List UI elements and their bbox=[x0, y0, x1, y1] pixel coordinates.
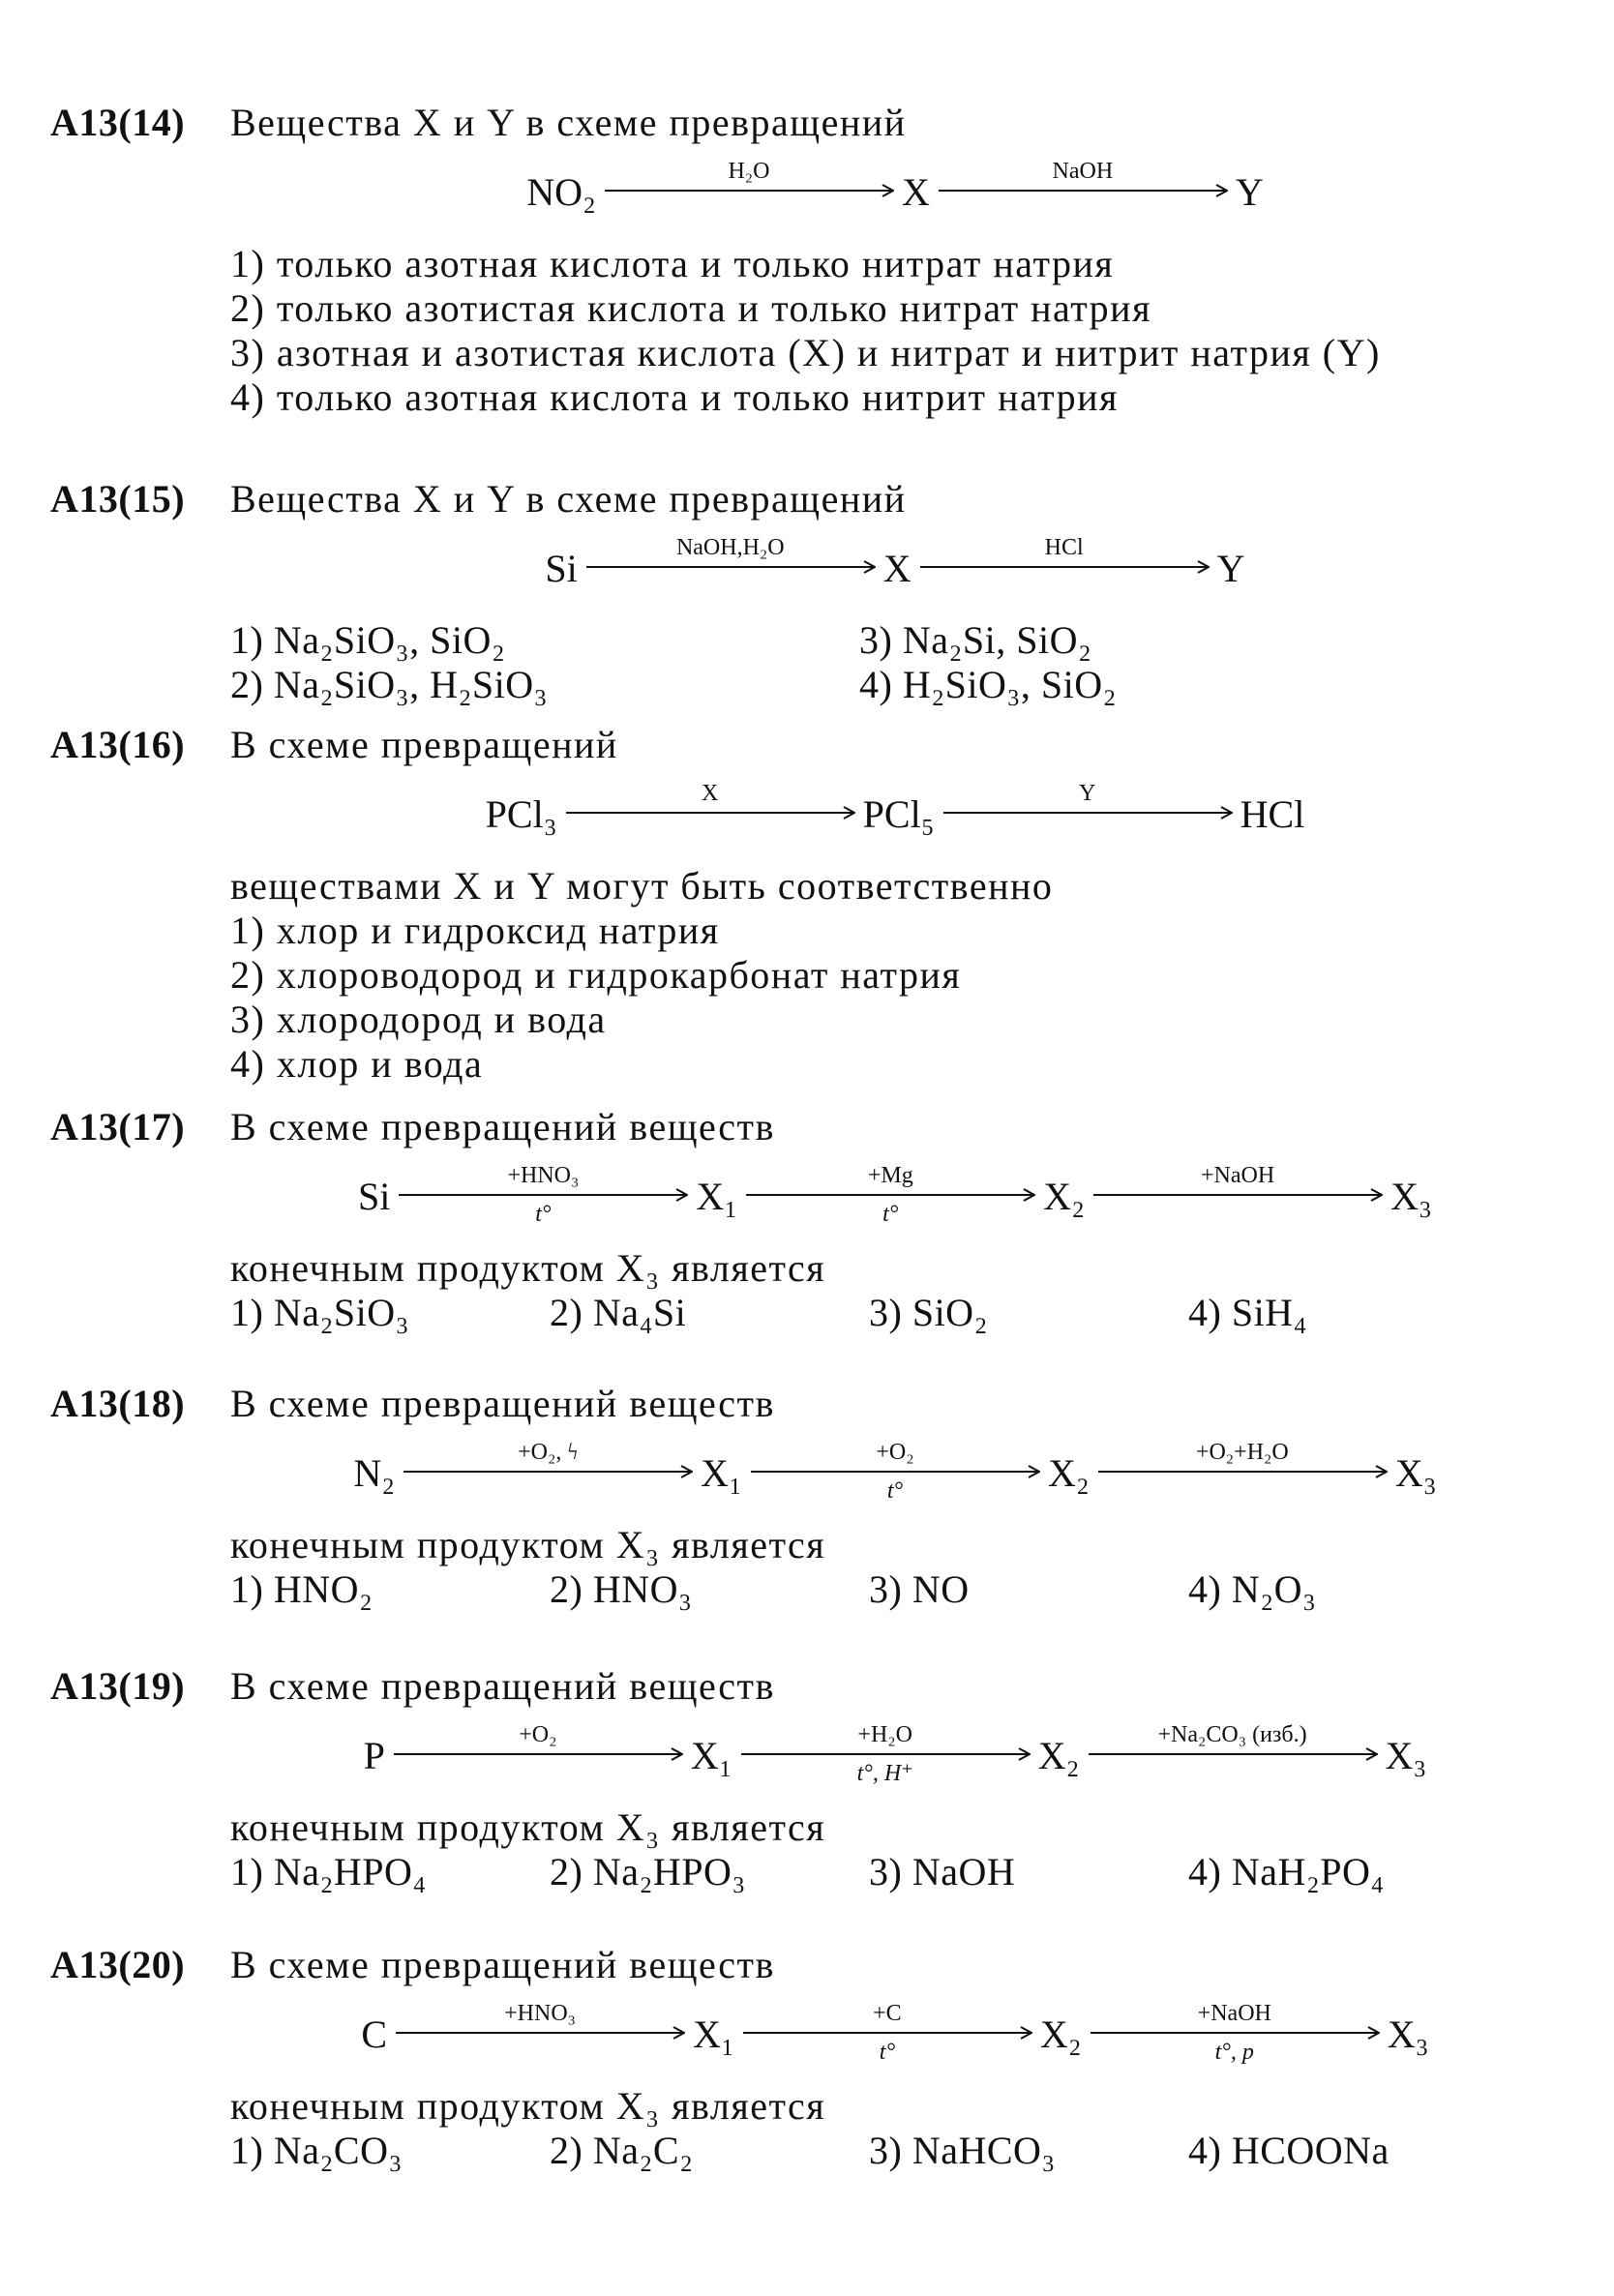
scheme-substance: X₁ bbox=[693, 2013, 734, 2057]
answer-option[interactable]: 2) хлороводород и гидрокарбонат натрия bbox=[230, 953, 962, 997]
problem-stem: веществами X и Y могут быть соответственно bbox=[230, 864, 1054, 908]
arrow-condition bbox=[1237, 1478, 1248, 1504]
arrow-condition bbox=[1059, 574, 1070, 599]
reaction-arrow bbox=[942, 781, 1233, 845]
arrow-icon bbox=[604, 184, 894, 197]
answer-option[interactable]: 4) хлор и вода bbox=[230, 1042, 484, 1086]
scheme-substance: HCl bbox=[1240, 792, 1305, 837]
answer-option[interactable]: 3) NO bbox=[869, 1567, 970, 1611]
reaction-arrow bbox=[1088, 1722, 1378, 1786]
reaction-scheme bbox=[230, 535, 1560, 605]
arrow-reagent: +O₂ bbox=[876, 1440, 914, 1465]
arrow-reagent: +HNO₃ bbox=[507, 1163, 580, 1188]
arrow-reagent: +Mg bbox=[867, 1163, 913, 1188]
answer-options bbox=[230, 909, 1560, 1087]
reaction-arrow bbox=[745, 1163, 1035, 1227]
arrow-reagent: +NaOH bbox=[1197, 2001, 1271, 2026]
scheme-substance: NO₂ bbox=[526, 170, 596, 215]
answer-option[interactable]: 1) Na₂CO₃ bbox=[230, 2129, 403, 2172]
arrow-icon bbox=[403, 1465, 693, 1478]
answer-option[interactable]: 1) Na₂SiO₃, SiO₂ bbox=[230, 618, 506, 662]
problem-a13-16 bbox=[50, 723, 1560, 1087]
arrow-reagent: H₂O bbox=[728, 159, 770, 184]
scheme-substance: X₂ bbox=[1039, 2013, 1082, 2057]
problem-a13-17 bbox=[50, 1105, 1560, 1335]
scheme-substance: Y bbox=[1216, 547, 1245, 591]
arrow-condition: t° bbox=[879, 2040, 896, 2065]
reaction-arrow bbox=[919, 535, 1210, 599]
scheme-substance: X₂ bbox=[1037, 1734, 1080, 1778]
reaction-arrow bbox=[1092, 1163, 1383, 1227]
answer-options bbox=[230, 1291, 1560, 1335]
arrow-condition bbox=[1227, 1761, 1239, 1786]
problem-question: В схеме превращений веществ bbox=[230, 1382, 775, 1425]
reaction-scheme bbox=[230, 1440, 1560, 1509]
arrow-condition: t° bbox=[886, 1478, 904, 1504]
problem-stem: конечным продуктом X₃ является bbox=[230, 1805, 826, 1849]
answer-options bbox=[230, 242, 1560, 420]
arrow-icon bbox=[1092, 1188, 1383, 1202]
arrow-icon bbox=[1097, 1465, 1388, 1478]
scheme-substance: X₂ bbox=[1048, 1451, 1090, 1496]
scheme-substance: PCl₃ bbox=[485, 792, 557, 837]
problem-id: A13(16) bbox=[50, 723, 186, 766]
problem-question: Вещества X и Y в схеме превращений bbox=[230, 477, 907, 521]
arrow-condition: t° bbox=[882, 1202, 899, 1227]
reaction-arrow bbox=[1097, 1440, 1388, 1504]
answer-options bbox=[230, 618, 1560, 707]
problem-question: Вещества X и Y в схеме превращений bbox=[230, 101, 907, 144]
reaction-arrow bbox=[403, 1440, 693, 1504]
answer-option[interactable]: 4) только азотная кислота и только нитрит натрия bbox=[230, 375, 1119, 419]
scheme-substance: C bbox=[361, 2013, 388, 2057]
answer-option[interactable]: 1) только азотная кислота и только нитрат натрия bbox=[230, 242, 1115, 285]
problem-id: A13(14) bbox=[50, 101, 186, 144]
problem-question: В схеме превращений bbox=[230, 723, 618, 766]
arrow-reagent: NaOH bbox=[1052, 159, 1114, 184]
answer-option[interactable]: 4) HCOONa bbox=[1188, 2129, 1390, 2172]
arrow-reagent: NaOH,H₂O bbox=[675, 535, 785, 560]
answer-option[interactable]: 4) N₂O₃ bbox=[1188, 1567, 1317, 1611]
reaction-arrow bbox=[565, 781, 855, 845]
scheme-substance: X₃ bbox=[1390, 1175, 1432, 1219]
arrow-icon bbox=[740, 1747, 1031, 1761]
arrow-icon bbox=[565, 806, 855, 820]
arrow-icon bbox=[938, 184, 1228, 197]
scheme-substance: X₂ bbox=[1043, 1175, 1086, 1219]
reaction-scheme bbox=[230, 159, 1560, 228]
answer-option[interactable]: 4) NaH₂PO₄ bbox=[1188, 1850, 1385, 1893]
answer-options bbox=[230, 2129, 1560, 2173]
arrow-icon bbox=[395, 2026, 685, 2040]
arrow-condition bbox=[725, 574, 736, 599]
problem-a13-18 bbox=[50, 1382, 1560, 1612]
arrow-icon bbox=[742, 2026, 1032, 2040]
answer-option[interactable]: 4) SiH₄ bbox=[1188, 1291, 1308, 1334]
arrow-icon bbox=[919, 560, 1210, 574]
answer-option[interactable]: 2) Na₄Si bbox=[550, 1291, 687, 1334]
answer-option[interactable]: 2) Na₂HPO₃ bbox=[550, 1850, 746, 1893]
arrow-condition bbox=[1082, 820, 1093, 845]
problem-a13-15 bbox=[50, 477, 1560, 707]
reaction-arrow bbox=[604, 159, 894, 223]
scheme-substance: X bbox=[882, 547, 912, 591]
answer-option[interactable]: 3) NaOH bbox=[869, 1850, 1016, 1893]
problem-question: В схеме превращений веществ bbox=[230, 1664, 775, 1708]
arrow-icon bbox=[1090, 2026, 1380, 2040]
scheme-substance: X₃ bbox=[1385, 1734, 1427, 1778]
scheme-substance: Si bbox=[358, 1175, 391, 1219]
arrow-reagent: +O₂, ϟ bbox=[518, 1440, 579, 1465]
answer-option[interactable]: 3) Na₂Si, SiO₂ bbox=[859, 618, 1092, 662]
arrow-condition bbox=[704, 820, 716, 845]
problem-question: В схеме превращений веществ bbox=[230, 1943, 775, 1986]
arrow-reagent: +Na₂CO₃ (изб.) bbox=[1157, 1722, 1307, 1747]
arrow-icon bbox=[745, 1188, 1035, 1202]
arrow-icon bbox=[942, 806, 1233, 820]
answer-option[interactable]: 2) только азотистая кислота и только нитрат натрия bbox=[230, 286, 1151, 330]
problem-a13-20 bbox=[50, 1943, 1560, 2173]
answer-option[interactable]: 3) хлородород и вода bbox=[230, 998, 607, 1041]
problem-stem: конечным продуктом X₃ является bbox=[230, 2084, 826, 2128]
arrow-condition: t°, H⁺ bbox=[856, 1761, 913, 1786]
arrow-condition: t° bbox=[535, 1202, 552, 1227]
arrow-reagent: +C bbox=[873, 2001, 902, 2026]
problem-id: A13(20) bbox=[50, 1943, 186, 1986]
answer-option[interactable]: 3) азотная и азотистая кислота (X) и нитрат и нитрит натрия (Y) bbox=[230, 331, 1381, 374]
problem-stem: конечным продуктом X₃ является bbox=[230, 1523, 826, 1566]
answer-options bbox=[230, 1850, 1560, 1894]
scheme-substance: X₁ bbox=[701, 1451, 742, 1496]
arrow-icon bbox=[750, 1465, 1040, 1478]
answer-option[interactable]: 1) HNO₂ bbox=[230, 1567, 374, 1611]
scheme-substance: X₁ bbox=[690, 1734, 732, 1778]
problem-id: A13(15) bbox=[50, 477, 186, 521]
arrow-condition bbox=[534, 2040, 546, 2065]
answer-option[interactable]: 1) Na₂HPO₄ bbox=[230, 1850, 427, 1893]
scheme-substance: Y bbox=[1235, 170, 1264, 215]
arrow-icon bbox=[1088, 1747, 1378, 1761]
reaction-arrow bbox=[585, 535, 876, 599]
arrow-condition bbox=[542, 1478, 553, 1504]
problem-stem: конечным продуктом X₃ является bbox=[230, 1246, 826, 1290]
problem-a13-14 bbox=[50, 101, 1560, 420]
scheme-substance: PCl₅ bbox=[862, 792, 935, 837]
answer-option[interactable]: 3) NaHCO₃ bbox=[869, 2129, 1056, 2172]
reaction-arrow bbox=[398, 1163, 688, 1227]
reaction-arrow bbox=[742, 2001, 1032, 2065]
answer-option[interactable]: 3) SiO₂ bbox=[869, 1291, 989, 1334]
arrow-reagent: +H₂O bbox=[857, 1722, 912, 1747]
reaction-scheme bbox=[230, 2001, 1560, 2071]
reaction-scheme bbox=[230, 1722, 1560, 1792]
answer-option[interactable]: 1) Na₂SiO₃ bbox=[230, 1291, 410, 1334]
arrow-icon bbox=[398, 1188, 688, 1202]
scheme-substance: Si bbox=[545, 547, 578, 591]
reaction-arrow bbox=[750, 1440, 1040, 1504]
answer-option[interactable]: 2) Na₂SiO₃, H₂SiO₃ bbox=[230, 663, 549, 706]
reaction-arrow bbox=[395, 2001, 685, 2065]
problem-id: A13(17) bbox=[50, 1105, 186, 1148]
reaction-arrow bbox=[938, 159, 1228, 223]
answer-option[interactable]: 2) HNO₃ bbox=[550, 1567, 693, 1611]
arrow-reagent: +HNO₃ bbox=[504, 2001, 577, 2026]
scheme-substance: N₂ bbox=[353, 1451, 396, 1496]
arrow-reagent: +O₂+H₂O bbox=[1195, 1440, 1289, 1465]
problem-id: A13(19) bbox=[50, 1664, 186, 1708]
arrow-icon bbox=[393, 1747, 683, 1761]
reaction-arrow bbox=[740, 1722, 1031, 1786]
answer-option[interactable]: 2) Na₂C₂ bbox=[550, 2129, 694, 2172]
scheme-substance: X₁ bbox=[696, 1175, 738, 1219]
arrow-reagent: HCl bbox=[1044, 535, 1084, 560]
problem-id: A13(18) bbox=[50, 1382, 186, 1425]
arrow-reagent: Y bbox=[1078, 781, 1096, 806]
arrow-condition bbox=[1232, 1202, 1243, 1227]
arrow-reagent: X bbox=[701, 781, 719, 806]
arrow-reagent: +NaOH bbox=[1201, 1163, 1275, 1188]
scheme-substance: X₃ bbox=[1394, 1451, 1437, 1496]
arrow-condition bbox=[743, 197, 755, 223]
reaction-arrow bbox=[393, 1722, 683, 1786]
reaction-scheme bbox=[230, 781, 1560, 850]
arrow-condition: t°, p bbox=[1214, 2040, 1254, 2065]
arrow-condition bbox=[1077, 197, 1089, 223]
problem-question: В схеме превращений веществ bbox=[230, 1105, 775, 1148]
arrow-condition bbox=[532, 1761, 544, 1786]
answer-option[interactable]: 1) хлор и гидроксид натрия bbox=[230, 909, 720, 952]
scheme-substance: P bbox=[363, 1734, 385, 1778]
reaction-arrow bbox=[1090, 2001, 1380, 2065]
scheme-substance: X bbox=[901, 170, 930, 215]
reaction-scheme bbox=[230, 1163, 1560, 1233]
answer-options bbox=[230, 1567, 1560, 1612]
problem-a13-19 bbox=[50, 1664, 1560, 1894]
arrow-reagent: +O₂ bbox=[519, 1722, 557, 1747]
answer-option[interactable]: 4) H₂SiO₃, SiO₂ bbox=[859, 663, 1118, 706]
arrow-icon bbox=[585, 560, 876, 574]
scheme-substance: X₃ bbox=[1387, 2013, 1429, 2057]
